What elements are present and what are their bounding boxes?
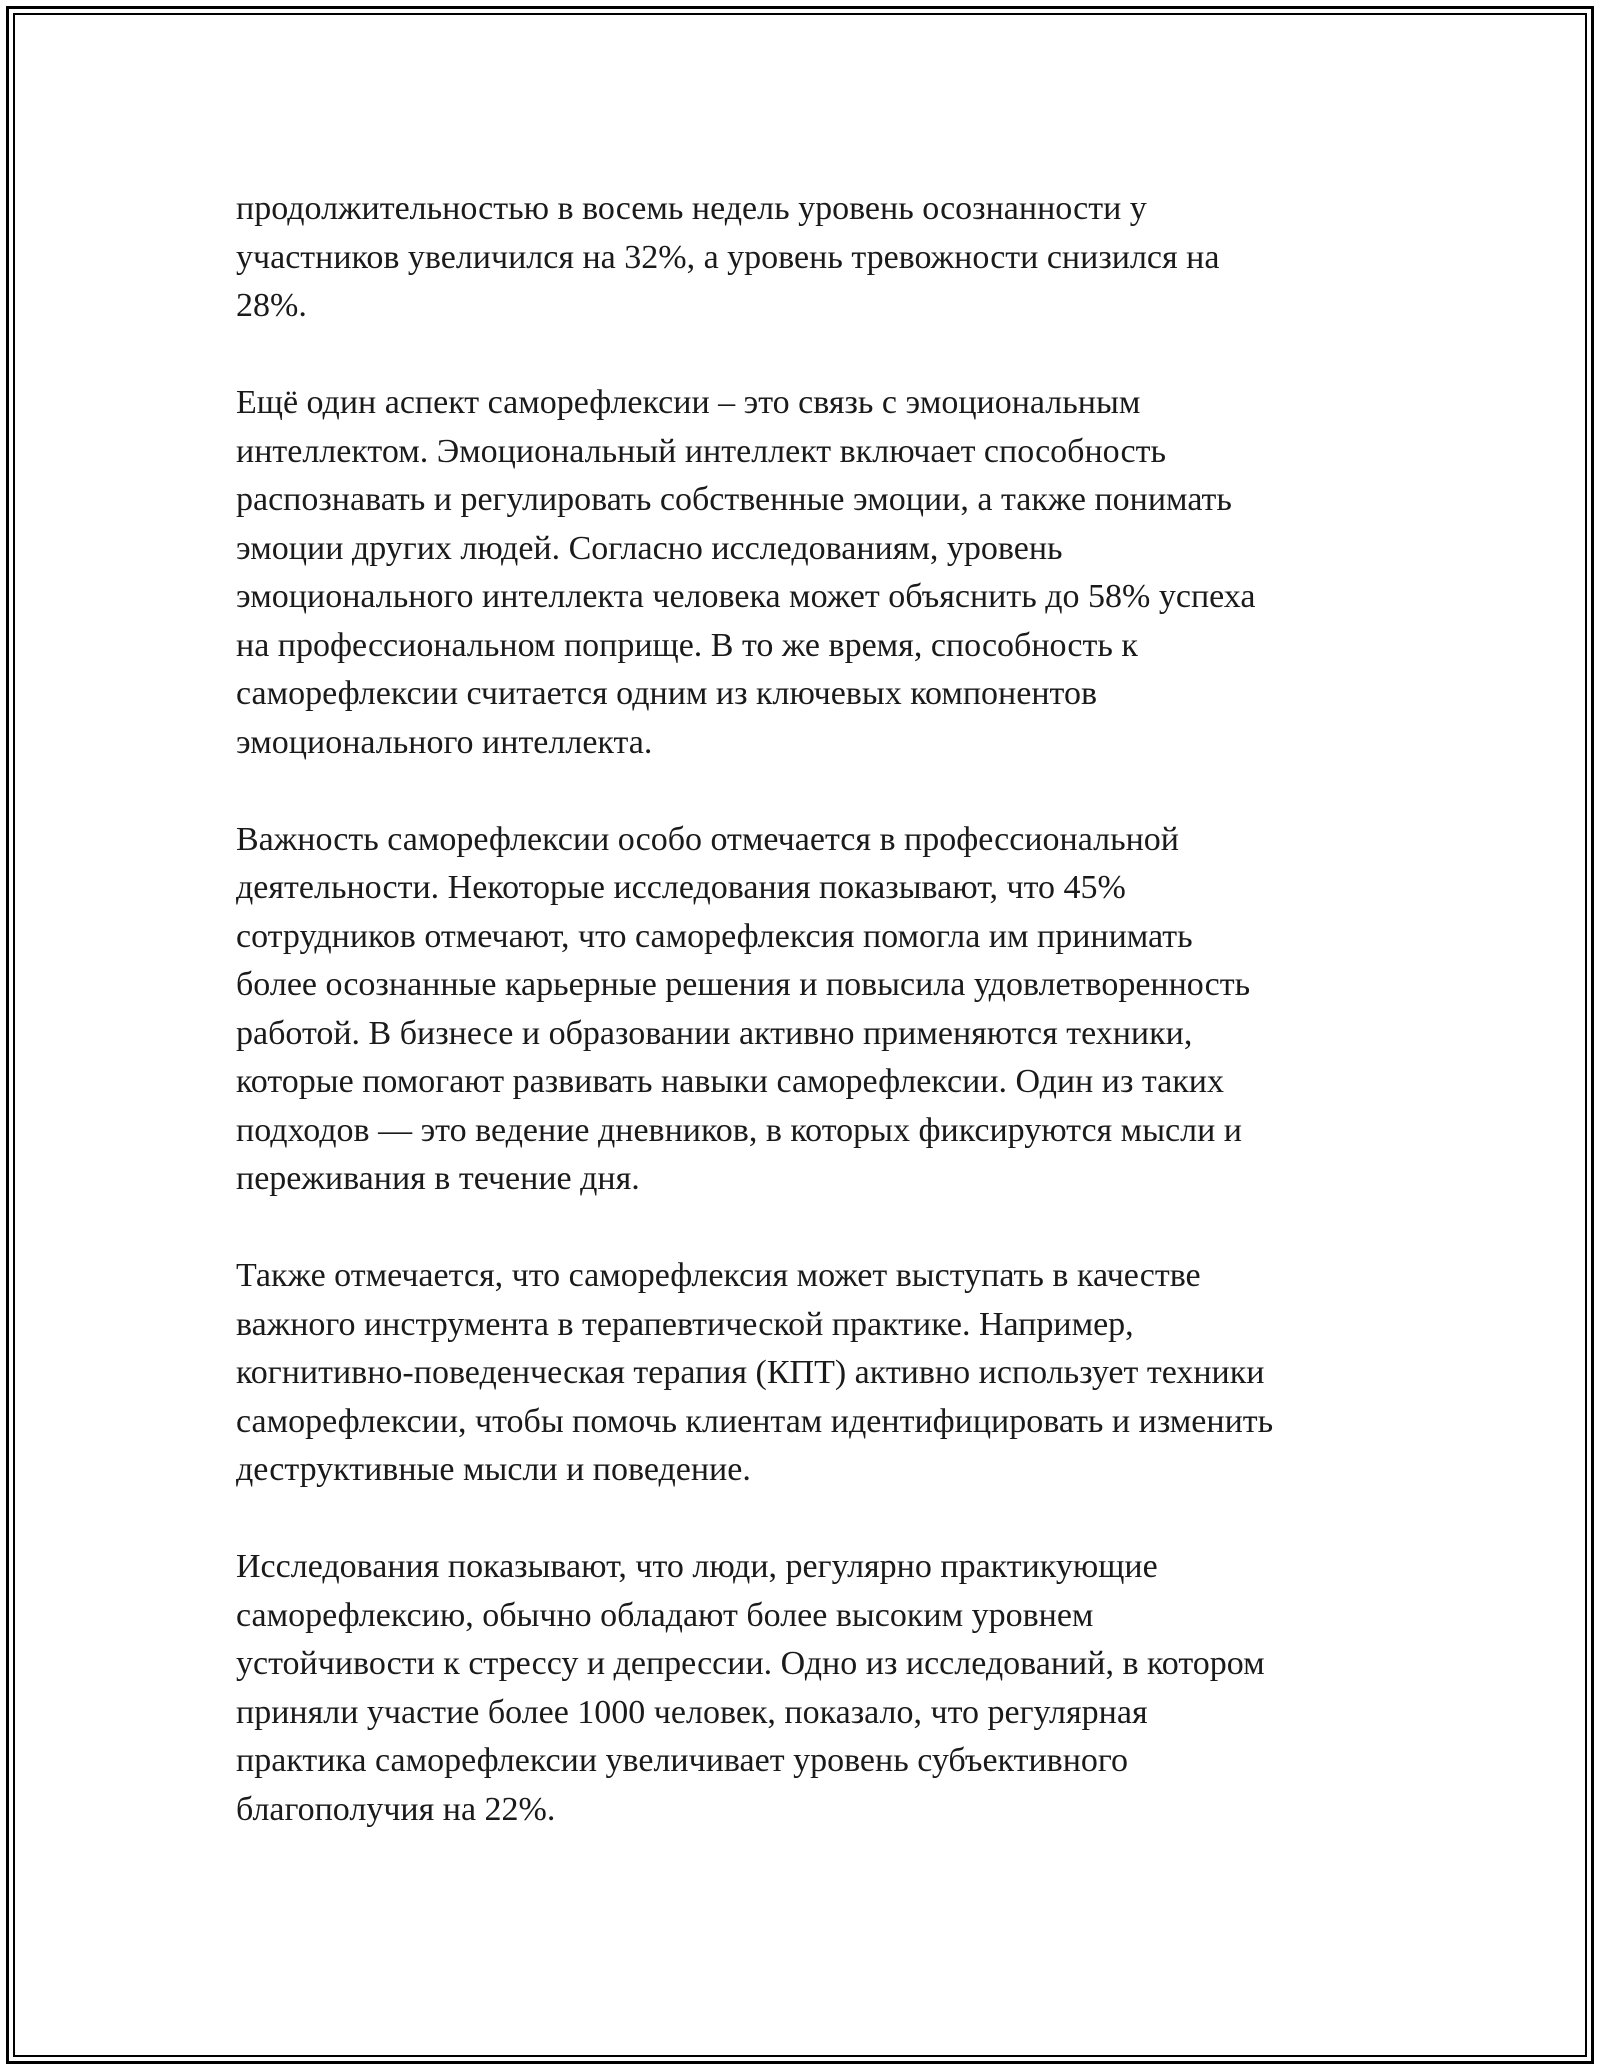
- document-body: [236, 185, 1366, 1883]
- paragraph-3: Важность саморефлексии особо отмечается в профессиональной деятельности. Некоторые исследования показывают, что 45% сотрудников отмечают, что саморефлексия помогла им принимать более осознанные карьерные решения и повысила удовлетворенность работой. В бизнесе и образовании активно применяются техники, которые помогают развивать навыки саморефлексии. Один из таких подходов — это ведение дневников, в которых фиксируются мысли и переживания в течение дня.: [236, 820, 1251, 1197]
- paragraph-2: Ещё один аспект саморефлексии – это связь с эмоциональным интеллектом. Эмоциональный интеллект включает способность распознавать и регулировать собственные эмоции, а также понимать эмоции других людей. Согласно исследованиям, уровень эмоционального интеллекта человека может объяснить до 58% успеха на профессиональном поприще. В то же время, способность к саморефлексии считается одним из ключевых компонентов эмоционального интеллекта.: [236, 384, 1256, 761]
- paragraph-4: Также отмечается, что саморефлексия может выступать в качестве важного инструмента в терапевтической практике. Например, когнитивно-поведенческая терапия (КПТ) активно использует техники саморефлексии, чтобы помочь клиентам идентифицировать и изменить деструктивные мысли и поведение.: [236, 1257, 1274, 1488]
- paragraph-5: Исследования показывают, что люди, регулярно практикующие саморефлексию, обычно обладают более высоким уровнем устойчивости к стрессу и депрессии. Одно из исследований, в котором приняли участие более 1000 человек, показало, что регулярная практика саморефлексии увеличивает уровень субъективного благополучия на 22%.: [236, 1548, 1265, 1828]
- paragraph-1: продолжительностью в восемь недель уровень осознанности у участников увеличился на 32%, а уровень тревожности снизился на 28%.: [236, 190, 1220, 324]
